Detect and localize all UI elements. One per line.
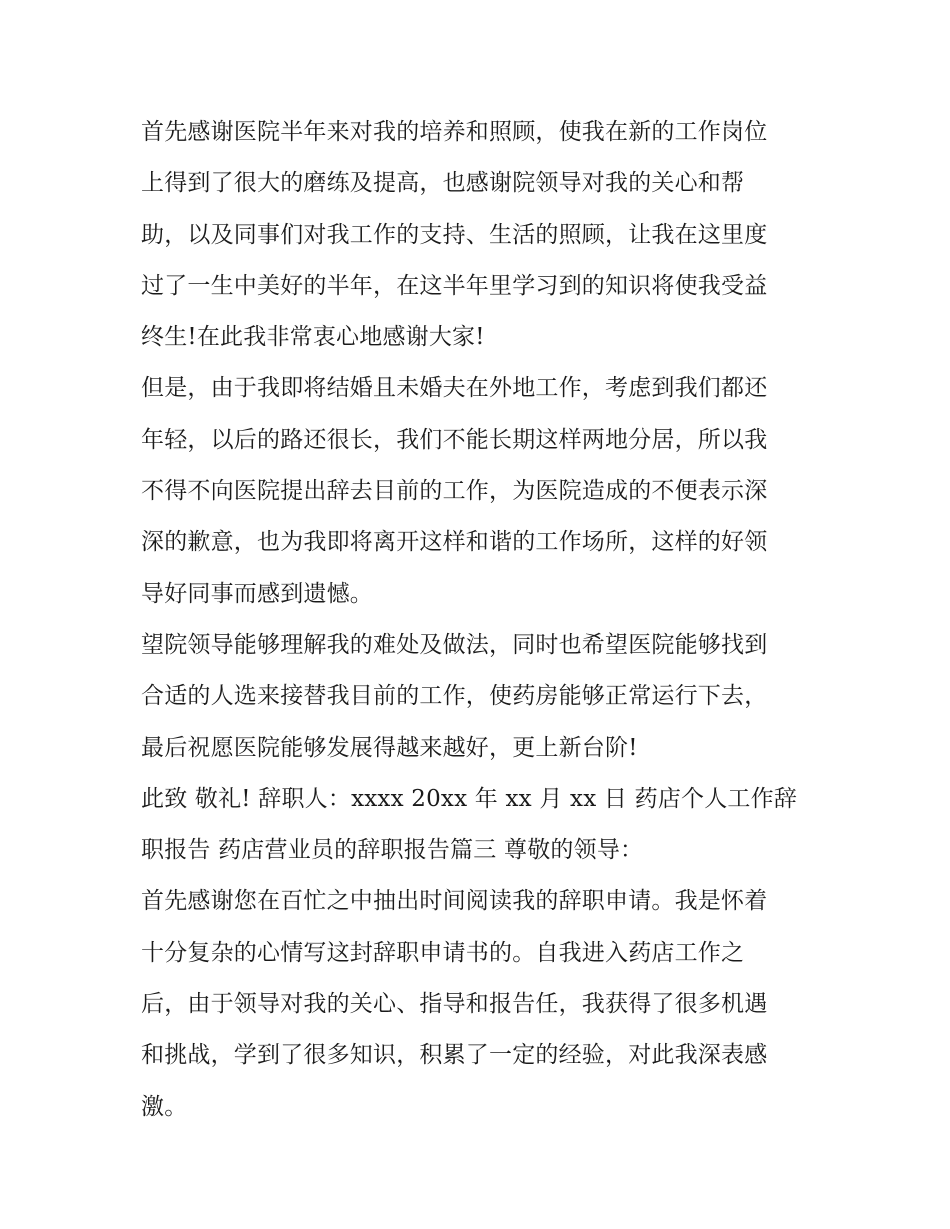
text-line: 但是，由于我即将结婚且未婚夫在外地工作，考虑到我们都还: [141, 375, 768, 402]
text-line: 此致 敬礼! 辞职人：xxxx 20xx 年 xx 月 xx 日 药店个人工作辞: [141, 785, 798, 812]
text-line: 激。: [141, 1093, 188, 1120]
text-line: 深的歉意，也为我即将离开这样和谐的工作场所，这样的好领: [141, 529, 768, 556]
text-line: 十分复杂的心情写这封辞职申请书的。自我进入药店工作之: [141, 939, 745, 966]
text-line: 和挑战，学到了很多知识，积累了一定的经验，对此我深表感: [141, 1042, 768, 1069]
text-line: 上得到了很大的磨练及提高，也感谢院领导对我的关心和帮: [141, 170, 745, 197]
text-line: 导好同事而感到遗憾。: [141, 580, 373, 607]
text-line: 首先感谢您在百忙之中抽出时间阅读我的辞职申请。我是怀着: [141, 888, 768, 915]
text-line: 过了一生中美好的半年，在这半年里学习到的知识将使我受益: [141, 272, 768, 299]
text-line: 年轻，以后的路还很长，我们不能长期这样两地分居，所以我: [141, 426, 768, 453]
text-line: 最后祝愿医院能够发展得越来越好，更上新台阶!: [141, 734, 638, 761]
text-line: 后，由于领导对我的关心、指导和报告任，我获得了很多机遇: [141, 991, 768, 1018]
text-line: 望院领导能够理解我的难处及做法，同时也希望医院能够找到: [141, 631, 768, 658]
text-line: 职报告 药店营业员的辞职报告篇三 尊敬的领导：: [141, 837, 644, 864]
text-line: 合适的人选来接替我目前的工作，使药房能够正常运行下去，: [141, 683, 768, 710]
text-line: 助，以及同事们对我工作的支持、生活的照顾，让我在这里度: [141, 221, 768, 248]
resignation-letter-body: [141, 107, 821, 1133]
text-line: 不得不向医院提出辞去目前的工作，为医院造成的不便表示深: [141, 478, 768, 505]
text-line: 终生!在此我非常衷心地感谢大家!: [141, 324, 485, 351]
text-line: 首先感谢医院半年来对我的培养和照顾，使我在新的工作岗位: [141, 119, 768, 145]
